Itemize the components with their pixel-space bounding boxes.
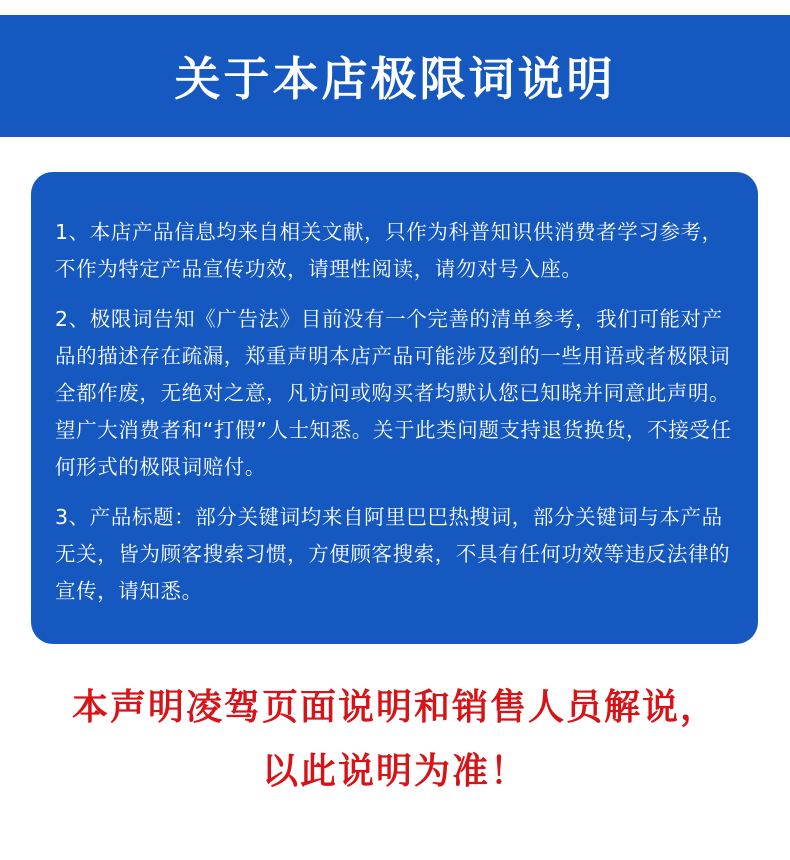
disclaimer-line-1: 本声明凌驾页面说明和销售人员解说， xyxy=(71,687,718,728)
title-banner xyxy=(0,15,790,137)
page-title: 关于本店极限词说明 xyxy=(174,52,616,106)
disclaimer-line-2: 以此说明为准！ xyxy=(261,751,528,792)
disclaimer-footer xyxy=(0,676,790,804)
notice-card xyxy=(31,172,758,644)
notice-paragraph-3: 3、产品标题：部分关键词均来自阿里巴巴热搜词，部分关键词与本产品无关，皆为顾客搜索习惯，方便顾客搜索，不具有任何功效等违反法律的宣传，请知悉。 xyxy=(55,505,731,603)
notice-paragraph-1: 1、本店产品信息均来自相关文献，只作为科普知识供消费者学习参考，不作为特定产品宣传功效，请理性阅读，请勿对号入座。 xyxy=(55,220,723,281)
notice-paragraph-2: 2、极限词告知《广告法》目前没有一个完善的清单参考，我们可能对产品的描述存在疏漏，郑重声明本店产品可能涉及到的一些用语或者极限词全都作废，无绝对之意，凡访问或购买者均默认您已知晓并同意此声明。望广大消费者和“打假”人士知悉。关于此类问题支持退货换货，不接受任何形式的极限词赔付。 xyxy=(55,307,732,479)
